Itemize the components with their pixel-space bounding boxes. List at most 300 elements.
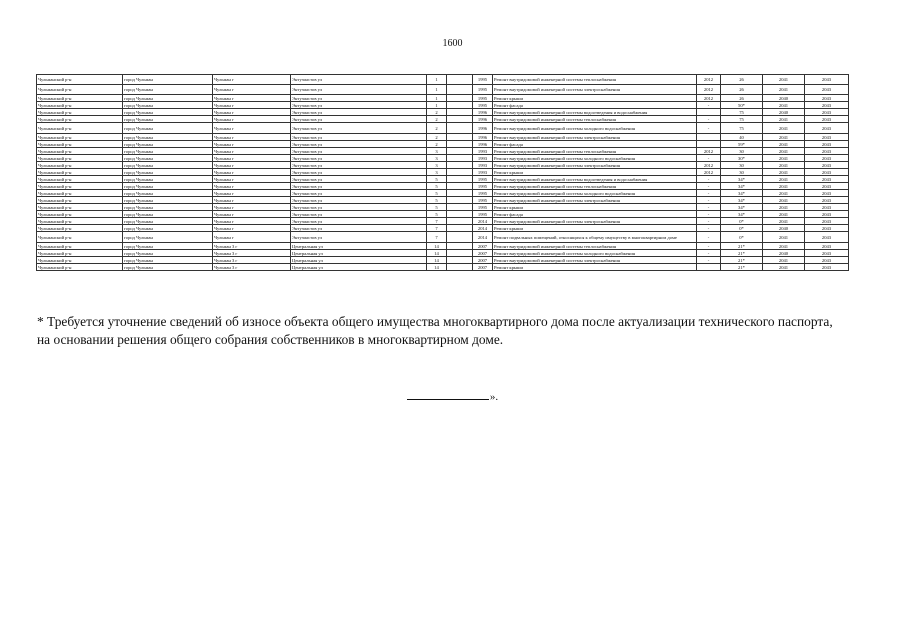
work-type-cell: Ремонт внутридомовой инженерной системы холодного водоснабжения: [493, 190, 697, 197]
settlement-cell: город Чульман: [123, 204, 213, 211]
period-end-cell: 2043: [805, 190, 849, 197]
wear-cell: 30: [721, 148, 763, 155]
wear-cell: 75: [721, 109, 763, 116]
house-number-cell: 5: [427, 190, 447, 197]
plan-year-cell: -: [697, 183, 721, 190]
house-number-cell: 5: [427, 176, 447, 183]
plan-year-cell: -: [697, 232, 721, 243]
settlement-cell: город Чульман: [123, 225, 213, 232]
wear-cell: 21*: [721, 250, 763, 257]
plan-year-cell: [697, 109, 721, 116]
city-cell: Чульман г: [213, 190, 291, 197]
plan-year-cell: -: [697, 190, 721, 197]
commission-year-cell: 2014: [473, 232, 493, 243]
district-cell: Чульманский р-н: [37, 190, 123, 197]
table-row: [37, 183, 849, 190]
period-start-cell: 2041: [763, 197, 805, 204]
table-row: [37, 250, 849, 257]
city-cell: Чульман г: [213, 148, 291, 155]
district-cell: Чульманский р-н: [37, 116, 123, 123]
commission-year-cell: 2007: [473, 264, 493, 271]
table-row: [37, 109, 849, 116]
street-cell: Энтузиастов ул: [291, 190, 427, 197]
commission-year-cell: 2014: [473, 225, 493, 232]
house-number-cell: 3: [427, 169, 447, 176]
wear-cell: 0*: [721, 218, 763, 225]
settlement-cell: город Чульман: [123, 257, 213, 264]
work-type-cell: Ремонт крыши: [493, 264, 697, 271]
work-type-cell: Ремонт внутридомовой инженерной системы холодного водоснабжения: [493, 123, 697, 134]
settlement-cell: город Чульман: [123, 85, 213, 95]
street-cell: Энтузиастов ул: [291, 162, 427, 169]
period-start-cell: 2041: [763, 257, 805, 264]
period-start-cell: 2041: [763, 134, 805, 141]
settlement-cell: город Чульман: [123, 95, 213, 102]
period-start-cell: 2040: [763, 109, 805, 116]
city-cell: Чульман г: [213, 183, 291, 190]
street-cell: Энтузиастов ул: [291, 155, 427, 162]
table-row: [37, 257, 849, 264]
table-row: [37, 264, 849, 271]
street-cell: Энтузиастов ул: [291, 211, 427, 218]
settlement-cell: город Чульман: [123, 190, 213, 197]
house-number-cell: 14: [427, 250, 447, 257]
city-cell: Чульман г: [213, 232, 291, 243]
period-end-cell: 2043: [805, 148, 849, 155]
street-cell: Энтузиастов ул: [291, 109, 427, 116]
table-row: [37, 75, 849, 85]
work-type-cell: Ремонт внутридомовой инженерной системы теплоснабжения: [493, 75, 697, 85]
work-type-cell: Ремонт внутридомовой инженерной системы электроснабжения: [493, 134, 697, 141]
district-cell: Чульманский р-н: [37, 85, 123, 95]
street-cell: Энтузиастов ул: [291, 183, 427, 190]
wear-cell: 21*: [721, 264, 763, 271]
work-type-cell: Ремонт внутридомовой инженерной системы электроснабжения: [493, 197, 697, 204]
period-end-cell: 2043: [805, 109, 849, 116]
settlement-cell: город Чульман: [123, 148, 213, 155]
district-cell: Чульманский р-н: [37, 155, 123, 162]
commission-year-cell: 1995: [473, 190, 493, 197]
table-row: [37, 162, 849, 169]
extra-cell: [447, 102, 473, 109]
table-row: [37, 148, 849, 155]
house-number-cell: 5: [427, 183, 447, 190]
wear-cell: 34*: [721, 197, 763, 204]
city-cell: Чульман г: [213, 218, 291, 225]
extra-cell: [447, 141, 473, 148]
street-cell: Энтузиастов ул: [291, 169, 427, 176]
district-cell: Чульманский р-н: [37, 250, 123, 257]
extra-cell: [447, 116, 473, 123]
city-cell: Чульман 3 г: [213, 243, 291, 250]
commission-year-cell: 1993: [473, 162, 493, 169]
district-cell: Чульманский р-н: [37, 204, 123, 211]
period-end-cell: 2043: [805, 75, 849, 85]
work-type-cell: Ремонт внутридомовой инженерной системы водоотведения и водоснабжения: [493, 109, 697, 116]
commission-year-cell: 1995: [473, 102, 493, 109]
work-type-cell: Ремонт внутридомовой инженерной системы теплоснабжения: [493, 243, 697, 250]
street-cell: Энтузиастов ул: [291, 95, 427, 102]
city-cell: Чульман г: [213, 141, 291, 148]
period-end-cell: 2043: [805, 155, 849, 162]
extra-cell: [447, 134, 473, 141]
house-number-cell: 7: [427, 225, 447, 232]
house-number-cell: 5: [427, 197, 447, 204]
commission-year-cell: 1993: [473, 169, 493, 176]
extra-cell: [447, 250, 473, 257]
house-number-cell: 1: [427, 85, 447, 95]
period-start-cell: 2041: [763, 190, 805, 197]
house-number-cell: 1: [427, 102, 447, 109]
city-cell: Чульман г: [213, 225, 291, 232]
period-end-cell: 2043: [805, 232, 849, 243]
district-cell: Чульманский р-н: [37, 75, 123, 85]
commission-year-cell: 1993: [473, 148, 493, 155]
extra-cell: [447, 204, 473, 211]
commission-year-cell: 1996: [473, 123, 493, 134]
period-start-cell: 2041: [763, 123, 805, 134]
period-start-cell: 2041: [763, 155, 805, 162]
extra-cell: [447, 95, 473, 102]
extra-cell: [447, 123, 473, 134]
period-start-cell: 2041: [763, 75, 805, 85]
period-start-cell: 2041: [763, 176, 805, 183]
wear-cell: 30: [721, 169, 763, 176]
city-cell: Чульман г: [213, 197, 291, 204]
settlement-cell: город Чульман: [123, 250, 213, 257]
plan-year-cell: 2012: [697, 148, 721, 155]
work-type-cell: Ремонт внутридомовой инженерной системы теплоснабжения: [493, 183, 697, 190]
settlement-cell: город Чульман: [123, 162, 213, 169]
district-cell: Чульманский р-н: [37, 225, 123, 232]
house-number-cell: 14: [427, 257, 447, 264]
extra-cell: [447, 75, 473, 85]
work-type-cell: Ремонт внутридомовой инженерной системы электроснабжения: [493, 257, 697, 264]
period-end-cell: 2043: [805, 243, 849, 250]
period-start-cell: 2040: [763, 95, 805, 102]
wear-cell: 21*: [721, 257, 763, 264]
city-cell: Чульман г: [213, 123, 291, 134]
district-cell: Чульманский р-н: [37, 148, 123, 155]
table-row: [37, 95, 849, 102]
period-start-cell: 2041: [763, 162, 805, 169]
period-end-cell: 2043: [805, 250, 849, 257]
city-cell: Чульман 3 г: [213, 264, 291, 271]
district-cell: Чульманский р-н: [37, 162, 123, 169]
table-row: [37, 243, 849, 250]
period-end-cell: 2043: [805, 204, 849, 211]
closing-mark: ».: [489, 391, 499, 403]
commission-year-cell: 2007: [473, 243, 493, 250]
extra-cell: [447, 109, 473, 116]
extra-cell: [447, 162, 473, 169]
wear-cell: 34*: [721, 211, 763, 218]
city-cell: Чульман г: [213, 204, 291, 211]
plan-year-cell: -: [697, 225, 721, 232]
page-number: 1600: [442, 38, 463, 49]
commission-year-cell: 1995: [473, 204, 493, 211]
street-cell: Энтузиастов ул: [291, 75, 427, 85]
house-number-cell: 2: [427, 109, 447, 116]
signature-blank: [407, 388, 489, 400]
plan-year-cell: -: [697, 243, 721, 250]
plan-year-cell: -: [697, 116, 721, 123]
extra-cell: [447, 190, 473, 197]
district-cell: Чульманский р-н: [37, 176, 123, 183]
work-type-cell: Ремонт крыши: [493, 169, 697, 176]
table-row: [37, 102, 849, 109]
commission-year-cell: 2007: [473, 257, 493, 264]
period-start-cell: 2041: [763, 85, 805, 95]
work-type-cell: Ремонт внутридомовой инженерной системы электроснабжения: [493, 162, 697, 169]
commission-year-cell: 1996: [473, 116, 493, 123]
work-type-cell: Ремонт внутридомовой инженерной системы электроснабжения: [493, 218, 697, 225]
settlement-cell: город Чульман: [123, 211, 213, 218]
district-cell: Чульманский р-н: [37, 243, 123, 250]
wear-cell: 30: [721, 162, 763, 169]
wear-cell: 34*: [721, 176, 763, 183]
district-cell: Чульманский р-н: [37, 232, 123, 243]
house-number-cell: 3: [427, 148, 447, 155]
city-cell: Чульман 3 г: [213, 250, 291, 257]
wear-cell: 26: [721, 75, 763, 85]
street-cell: Энтузиастов ул: [291, 232, 427, 243]
street-cell: Энтузиастов ул: [291, 148, 427, 155]
street-cell: Энтузиастов ул: [291, 197, 427, 204]
settlement-cell: город Чульман: [123, 176, 213, 183]
extra-cell: [447, 148, 473, 155]
period-end-cell: 2043: [805, 197, 849, 204]
capital-repair-table: [36, 74, 849, 271]
house-number-cell: 7: [427, 232, 447, 243]
work-type-cell: Ремонт внутридомовой инженерной системы теплоснабжения: [493, 148, 697, 155]
district-cell: Чульманский р-н: [37, 183, 123, 190]
work-type-cell: Ремонт крыши: [493, 95, 697, 102]
house-number-cell: 1: [427, 95, 447, 102]
table-row: [37, 134, 849, 141]
table-row: [37, 204, 849, 211]
district-cell: Чульманский р-н: [37, 141, 123, 148]
district-cell: Чульманский р-н: [37, 169, 123, 176]
extra-cell: [447, 155, 473, 162]
commission-year-cell: 1996: [473, 109, 493, 116]
street-cell: Энтузиастов ул: [291, 176, 427, 183]
commission-year-cell: 1995: [473, 176, 493, 183]
plan-year-cell: -: [697, 211, 721, 218]
settlement-cell: город Чульман: [123, 243, 213, 250]
district-cell: Чульманский р-н: [37, 95, 123, 102]
table-row: [37, 85, 849, 95]
wear-cell: 26: [721, 85, 763, 95]
period-end-cell: 2043: [805, 176, 849, 183]
extra-cell: [447, 169, 473, 176]
district-cell: Чульманский р-н: [37, 134, 123, 141]
period-end-cell: 2043: [805, 95, 849, 102]
period-start-cell: 2041: [763, 148, 805, 155]
wear-cell: 0*: [721, 225, 763, 232]
house-number-cell: 3: [427, 155, 447, 162]
street-cell: Энтузиастов ул: [291, 141, 427, 148]
city-cell: Чульман г: [213, 95, 291, 102]
period-end-cell: 2043: [805, 102, 849, 109]
closing-line: [0, 388, 905, 403]
extra-cell: [447, 211, 473, 218]
period-start-cell: 2041: [763, 169, 805, 176]
district-cell: Чульманский р-н: [37, 123, 123, 134]
period-end-cell: 2043: [805, 264, 849, 271]
district-cell: Чульманский р-н: [37, 218, 123, 225]
work-type-cell: Ремонт внутридомовой инженерной системы холодного водоснабжения: [493, 155, 697, 162]
city-cell: Чульман г: [213, 102, 291, 109]
district-cell: Чульманский р-н: [37, 197, 123, 204]
district-cell: Чульманский р-н: [37, 211, 123, 218]
table-row: [37, 176, 849, 183]
commission-year-cell: 1995: [473, 197, 493, 204]
wear-cell: 59*: [721, 141, 763, 148]
settlement-cell: город Чульман: [123, 232, 213, 243]
house-number-cell: 5: [427, 211, 447, 218]
house-number-cell: 2: [427, 134, 447, 141]
wear-cell: 34*: [721, 204, 763, 211]
commission-year-cell: 1995: [473, 211, 493, 218]
period-end-cell: 2043: [805, 141, 849, 148]
house-number-cell: 7: [427, 218, 447, 225]
plan-year-cell: -: [697, 250, 721, 257]
street-cell: Центральная ул: [291, 257, 427, 264]
street-cell: Энтузиастов ул: [291, 134, 427, 141]
table-row: [37, 197, 849, 204]
plan-year-cell: -: [697, 176, 721, 183]
plan-year-cell: -: [697, 218, 721, 225]
period-end-cell: 2043: [805, 183, 849, 190]
wear-cell: 40: [721, 134, 763, 141]
period-start-cell: 2040: [763, 250, 805, 257]
wear-cell: 34*: [721, 190, 763, 197]
district-cell: Чульманский р-н: [37, 264, 123, 271]
city-cell: Чульман г: [213, 211, 291, 218]
plan-year-cell: -: [697, 155, 721, 162]
district-cell: Чульманский р-н: [37, 257, 123, 264]
plan-year-cell: -: [697, 204, 721, 211]
street-cell: Энтузиастов ул: [291, 123, 427, 134]
street-cell: Энтузиастов ул: [291, 116, 427, 123]
city-cell: Чульман г: [213, 85, 291, 95]
wear-cell: 26: [721, 95, 763, 102]
house-number-cell: 1: [427, 75, 447, 85]
commission-year-cell: 1996: [473, 141, 493, 148]
commission-year-cell: 1995: [473, 183, 493, 190]
period-end-cell: 2043: [805, 218, 849, 225]
settlement-cell: город Чульман: [123, 141, 213, 148]
work-type-cell: Ремонт внутридомовой инженерной системы теплоснабжения: [493, 116, 697, 123]
period-end-cell: 2043: [805, 162, 849, 169]
extra-cell: [447, 232, 473, 243]
extra-cell: [447, 85, 473, 95]
period-end-cell: 2043: [805, 211, 849, 218]
extra-cell: [447, 264, 473, 271]
district-cell: Чульманский р-н: [37, 102, 123, 109]
table-row: [37, 218, 849, 225]
wear-cell: 50*: [721, 102, 763, 109]
table-row: [37, 116, 849, 123]
settlement-cell: город Чульман: [123, 169, 213, 176]
city-cell: Чульман г: [213, 75, 291, 85]
plan-year-cell: 2012: [697, 162, 721, 169]
table-row: [37, 211, 849, 218]
work-type-cell: Ремонт внутридомовой инженерной системы холодного водоснабжения: [493, 250, 697, 257]
wear-cell: 34*: [721, 183, 763, 190]
settlement-cell: город Чульман: [123, 134, 213, 141]
work-type-cell: Ремонт крыши: [493, 225, 697, 232]
city-cell: Чульман 3 г: [213, 257, 291, 264]
street-cell: Энтузиастов ул: [291, 102, 427, 109]
extra-cell: [447, 257, 473, 264]
period-start-cell: 2041: [763, 141, 805, 148]
street-cell: Энтузиастов ул: [291, 204, 427, 211]
city-cell: Чульман г: [213, 155, 291, 162]
settlement-cell: город Чульман: [123, 109, 213, 116]
period-start-cell: 2041: [763, 102, 805, 109]
period-start-cell: 2041: [763, 232, 805, 243]
period-start-cell: 2041: [763, 264, 805, 271]
table-row: [37, 225, 849, 232]
period-start-cell: 2041: [763, 243, 805, 250]
period-end-cell: 2043: [805, 116, 849, 123]
work-type-cell: Ремонт крыши: [493, 204, 697, 211]
extra-cell: [447, 225, 473, 232]
period-start-cell: 2041: [763, 183, 805, 190]
plan-year-cell: -: [697, 197, 721, 204]
house-number-cell: 3: [427, 162, 447, 169]
wear-cell: 30*: [721, 155, 763, 162]
period-end-cell: 2043: [805, 85, 849, 95]
plan-year-cell: [697, 264, 721, 271]
period-end-cell: 2043: [805, 225, 849, 232]
house-number-cell: 2: [427, 141, 447, 148]
street-cell: Центральная ул: [291, 250, 427, 257]
plan-year-cell: -: [697, 257, 721, 264]
table-row: [37, 169, 849, 176]
table-row: [37, 141, 849, 148]
commission-year-cell: 1993: [473, 155, 493, 162]
table-row: [37, 190, 849, 197]
settlement-cell: город Чульман: [123, 102, 213, 109]
street-cell: Центральная ул: [291, 264, 427, 271]
settlement-cell: город Чульман: [123, 183, 213, 190]
period-end-cell: 2043: [805, 257, 849, 264]
plan-year-cell: [697, 134, 721, 141]
plan-year-cell: -: [697, 102, 721, 109]
settlement-cell: город Чульман: [123, 116, 213, 123]
street-cell: Центральная ул: [291, 243, 427, 250]
extra-cell: [447, 176, 473, 183]
wear-cell: 21*: [721, 243, 763, 250]
work-type-cell: Ремонт внутридомовой инженерной системы водоотведения и водоснабжения: [493, 176, 697, 183]
commission-year-cell: 1996: [473, 134, 493, 141]
commission-year-cell: 2014: [473, 218, 493, 225]
extra-cell: [447, 183, 473, 190]
plan-year-cell: 2012: [697, 85, 721, 95]
plan-year-cell: 2012: [697, 95, 721, 102]
settlement-cell: город Чульман: [123, 75, 213, 85]
work-type-cell: Ремонт фасада: [493, 102, 697, 109]
work-type-cell: Ремонт фасада: [493, 141, 697, 148]
period-start-cell: 2041: [763, 218, 805, 225]
city-cell: Чульман г: [213, 169, 291, 176]
period-end-cell: 2043: [805, 123, 849, 134]
period-start-cell: 2041: [763, 204, 805, 211]
house-number-cell: 14: [427, 264, 447, 271]
